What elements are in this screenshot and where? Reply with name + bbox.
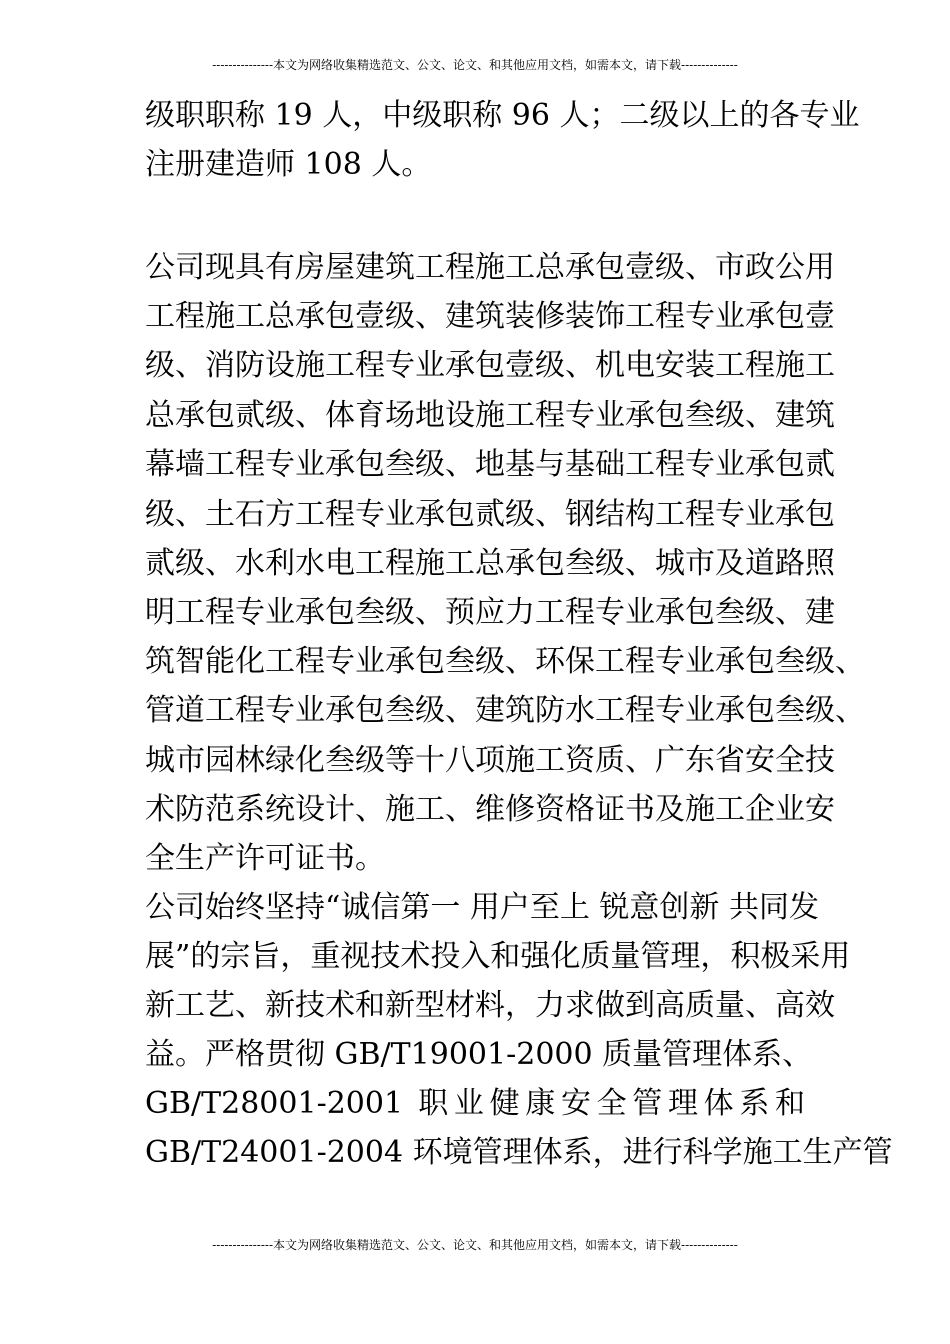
body-line: 筑智能化工程专业承包叁级、环保工程专业承包叁级、: [145, 644, 865, 679]
body-line: 公司现具有房屋建筑工程施工总承包壹级、市政公用: [145, 250, 835, 285]
body-line: 级、消防设施工程专业承包壹级、机电安装工程施工: [145, 348, 835, 383]
body-line: 展”的宗旨，重视技术投入和强化质量管理，积极采用: [145, 939, 851, 974]
body-line: 管道工程专业承包叁级、建筑防水工程专业承包叁级、: [145, 693, 865, 728]
body-line: GB/T24001-2004 环境管理体系，进行科学施工生产管: [145, 1135, 893, 1170]
body-line: 公司始终坚持“诚信第一 用户至上 锐意创新 共同发: [145, 890, 819, 925]
body-line: 工程施工总承包壹级、建筑装修装饰工程专业承包壹: [145, 299, 835, 334]
body-line: 城市园林绿化叁级等十八项施工资质、广东省安全技: [145, 743, 835, 778]
body-line: 级职职称 19 人，中级职称 96 人；二级以上的各专业: [145, 98, 860, 133]
page-header-note: ---------------本文为网络收集精选范文、公文、论文、和其他应用文档，如需本文，请下载--------------: [212, 58, 738, 72]
body-line: 总承包贰级、体育场地设施工程专业承包叁级、建筑: [145, 398, 835, 433]
body-line: 注册建造师 108 人。: [145, 147, 432, 182]
body-line: 全生产许可证书。: [145, 841, 385, 876]
body-line: GB/T28001-2001 职业健康安全管理体系和: [145, 1086, 805, 1121]
page-footer-note: ---------------本文为网络收集精选范文、公文、论文、和其他应用文档，如需本文，请下载--------------: [212, 1238, 738, 1252]
body-line: 益。严格贯彻 GB/T19001-2000 质量管理体系、: [145, 1037, 813, 1072]
body-line: 贰级、水利水电工程施工总承包叁级、城市及道路照: [145, 546, 835, 581]
body-line: 明工程专业承包叁级、预应力工程专业承包叁级、建: [145, 595, 835, 630]
body-line: 术防范系统设计、施工、维修资格证书及施工企业安: [145, 792, 835, 827]
body-line: 级、土石方工程专业承包贰级、钢结构工程专业承包: [145, 497, 835, 532]
body-line: 幕墙工程专业承包叁级、地基与基础工程专业承包贰: [145, 447, 835, 482]
body-line: 新工艺、新技术和新型材料，力求做到高质量、高效: [145, 988, 835, 1023]
